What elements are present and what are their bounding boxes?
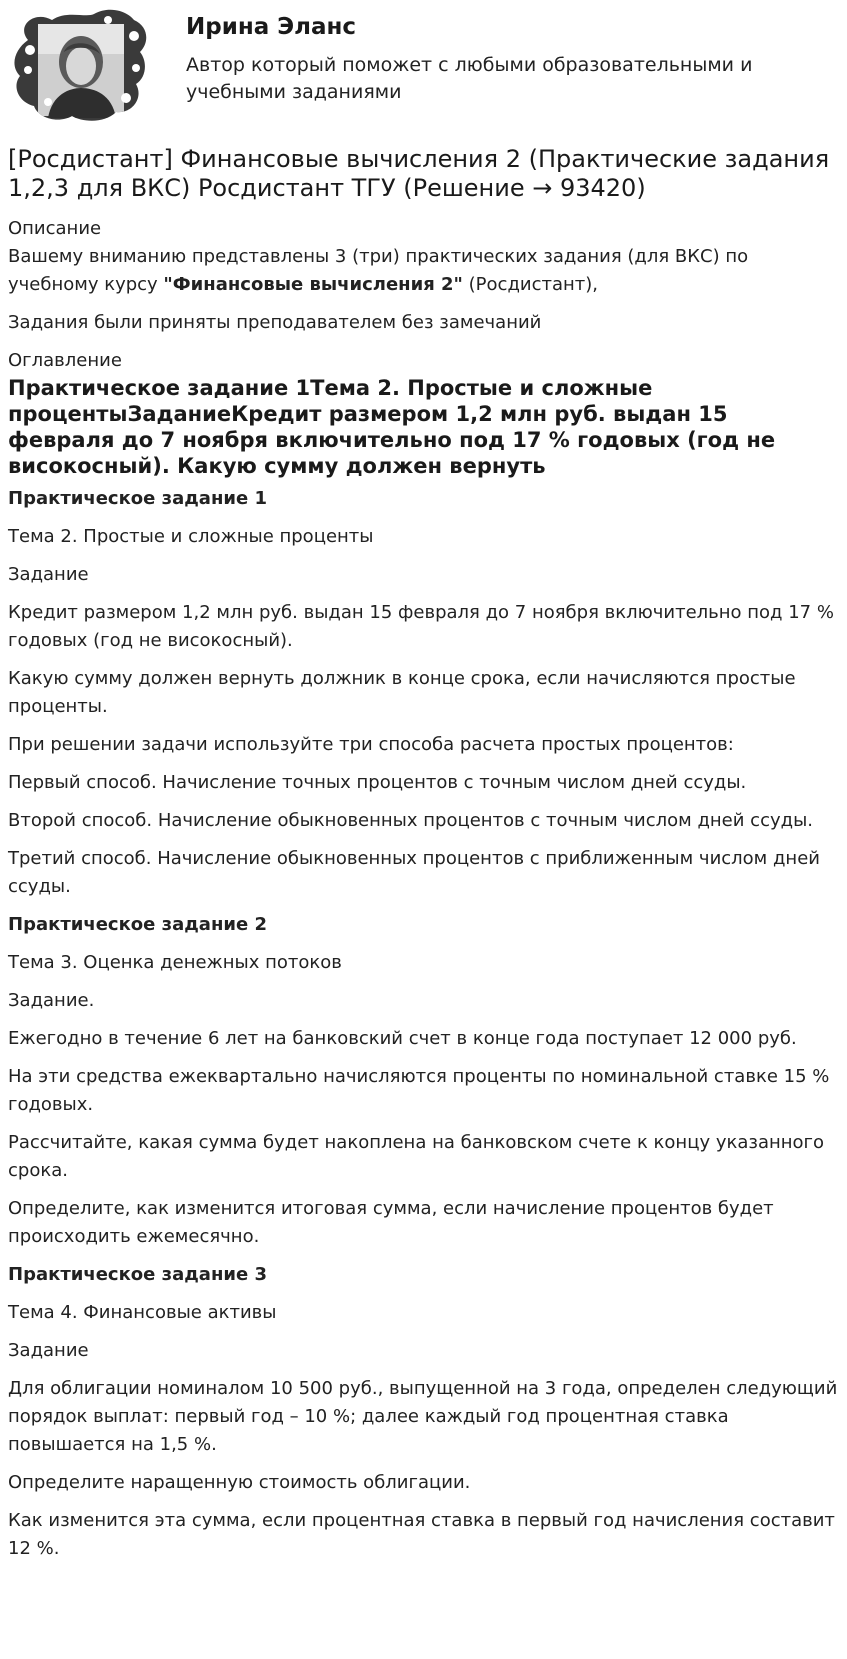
intro-paragraph (8, 243, 840, 299)
author-block (8, 6, 838, 126)
task-1-text: При решении задачи используйте три способа расчета простых процентов: (8, 734, 734, 755)
description-label: Описание (8, 218, 102, 239)
document-content (8, 215, 840, 1573)
task-1 (8, 485, 840, 901)
task-1-text: Какую сумму должен вернуть должник в конце срока, если начисляются простые проценты. (8, 668, 796, 717)
task-2-assignment-label: Задание. (8, 990, 95, 1011)
task-1-topic: Тема 2. Простые и сложные проценты (8, 526, 374, 547)
document-title: [Росдистант] Финансовые вычисления 2 (Практические задания 1,2,3 для ВКС) Росдистант ТГУ (Решение → 93420) (8, 145, 830, 202)
task-1-text: Второй способ. Начисление обыкновенных процентов с точным числом дней ссуды. (8, 810, 813, 831)
task-3-text: Как изменится эта сумма, если процентная ставка в первый год начисления составит 12 %. (8, 1510, 835, 1559)
task-1-text: Первый способ. Начисление точных процентов с точным числом дней ссуды. (8, 772, 747, 793)
task-2-text: На эти средства ежеквартально начисляются проценты по номинальной ставке 15 % годовых. (8, 1066, 830, 1115)
task-2-text: Определите, как изменится итоговая сумма, если начисление процентов будет происходить ежемесячно. (8, 1198, 774, 1247)
toc-label: Оглавление (8, 350, 122, 371)
toc-heading: Практическое задание 1Тема 2. Простые и сложные процентыЗаданиеКредит размером 1,2 млн руб. выдан 15 февраля до 7 ноября включительно под 17 % годовых (год не високосный). Какую сумму должен вернуть (8, 376, 776, 478)
task-2-text: Рассчитайте, какая сумма будет накоплена на банковском счете к концу указанного срока. (8, 1132, 825, 1181)
task-1-text: Кредит размером 1,2 млн руб. выдан 15 февраля до 7 ноября включительно под 17 % годовых (год не високосный). (8, 602, 834, 651)
task-2-text: Ежегодно в течение 6 лет на банковский счет в конце года поступает 12 000 руб. (8, 1028, 797, 1049)
accepted-note: Задания были приняты преподавателем без замечаний (8, 312, 542, 333)
task-3 (8, 1261, 840, 1563)
task-2-topic: Тема 3. Оценка денежных потоков (8, 952, 342, 973)
task-3-text: Определите наращенную стоимость облигации. (8, 1472, 471, 1493)
course-name: "Финансовые вычисления 2" (163, 274, 463, 295)
task-3-topic: Тема 4. Финансовые активы (8, 1302, 277, 1323)
intro-text-before: Вашему вниманию представлены 3 (три) практических задания (для ВКС) по учебному курсу (8, 246, 749, 295)
task-2-title: Практическое задание 2 (8, 914, 267, 935)
task-1-title: Практическое задание 1 (8, 488, 267, 509)
task-1-assignment-label: Задание (8, 564, 89, 585)
task-1-text: Третий способ. Начисление обыкновенных процентов с приближенным числом дней ссуды. (8, 848, 820, 897)
intro-text-after: (Росдистант), (462, 274, 598, 295)
task-3-assignment-label: Задание (8, 1340, 89, 1361)
task-3-title: Практическое задание 3 (8, 1264, 267, 1285)
author-name[interactable]: Ирина Эланс (186, 14, 357, 40)
task-3-text: Для облигации номиналом 10 500 руб., выпущенной на 3 года, определен следующий порядок выплат: первый год – 10 %; далее каждый год процентная ставка повышается на 1,5 %. (8, 1378, 838, 1455)
author-description: Автор который поможет с любыми образовательными и учебными заданиями (186, 54, 753, 103)
author-avatar[interactable] (8, 6, 153, 126)
task-2 (8, 911, 840, 1251)
